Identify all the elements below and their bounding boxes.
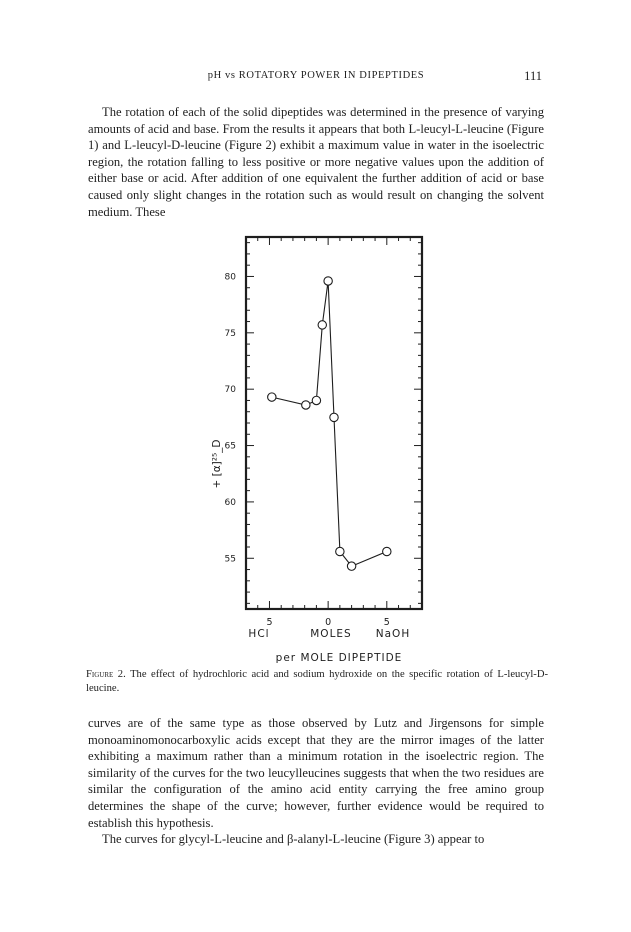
x-label-naoh: NaOH [375,628,411,640]
data-point-marker [318,321,326,329]
y-tick-label: 80 [224,272,236,283]
x-label-moles: MOLES [310,628,352,640]
x-tick-label: 5 [266,617,273,628]
page-number: 111 [524,69,542,83]
data-point-marker [383,547,391,555]
data-point-marker [324,277,332,285]
page-header [90,70,542,88]
y-tick-label: 70 [224,385,236,396]
paragraph-text: The rotation of each of the solid dipeptides was determined in the presence of varying amounts of acid and base. From the results it appears that both L-leucyl-L-leucine (Figure 1) and L-leucyl-D-leucine (Figure 2) exhibit a maximum value in water in the isoelectric region, the rotation falling to less positive or more negative values upon the addition of either base or acid. After addition of one equivalent the further addition of acid or base caused only slight changes in the rotation such as would result on changing the solvent medium. These [88,105,544,219]
data-point-marker [312,396,320,404]
data-point-marker [336,547,344,555]
y-axis-label: + [α]²⁵_D [211,439,223,489]
figure-2 [190,228,440,668]
figure-caption [86,668,548,696]
data-point-marker [302,401,310,409]
data-point-marker [330,413,338,421]
data-point-marker [268,393,276,401]
y-tick-label: 55 [224,554,236,565]
x-tick-label: 5 [383,617,390,628]
y-tick-label: 60 [224,497,236,508]
running-title: pH vs ROTATORY POWER IN DIPEPTIDES [207,70,425,81]
rotation-chart [190,228,440,668]
series-line [272,281,387,566]
x-label-per-mole: per MOLE DIPEPTIDE [275,652,403,664]
data-point-marker [347,562,355,570]
y-tick-label: 75 [224,328,236,339]
x-label-hcl: HCl [248,628,270,640]
y-tick-labels [225,272,237,564]
paragraph-next: The curves for glycyl-L-leucine and β-alanyl-L-leucine (Figure 3) appear to [102,832,485,847]
caption-text: The effect of hydrochloric acid and sodium hydroxide on the specific rotation of L-leucyl-D-leucine. [86,669,549,694]
body-paragraph-bottom [88,715,544,848]
caption-label: Figure 2. [86,669,126,680]
x-tick-label: 0 [325,617,332,628]
x-tick-labels [266,617,389,628]
paragraph-continuation: curves are of the same type as those observed by Lutz and Jirgensons for simple monoaminomonocarboxylic acids except that they are the mirror images of the latter exhibiting a maximum rather than a minimum rotation in the isoelectric region. The similarity of the curves for the two leucylleucines suggests that when the two residues are similar the configuration of the amino acid entity carrying the free amino group determines the shape of the curve; however, further evidence would be required to establish this hypothesis. [88,716,544,830]
body-paragraph-top [88,104,544,220]
y-tick-label: 65 [224,441,236,452]
